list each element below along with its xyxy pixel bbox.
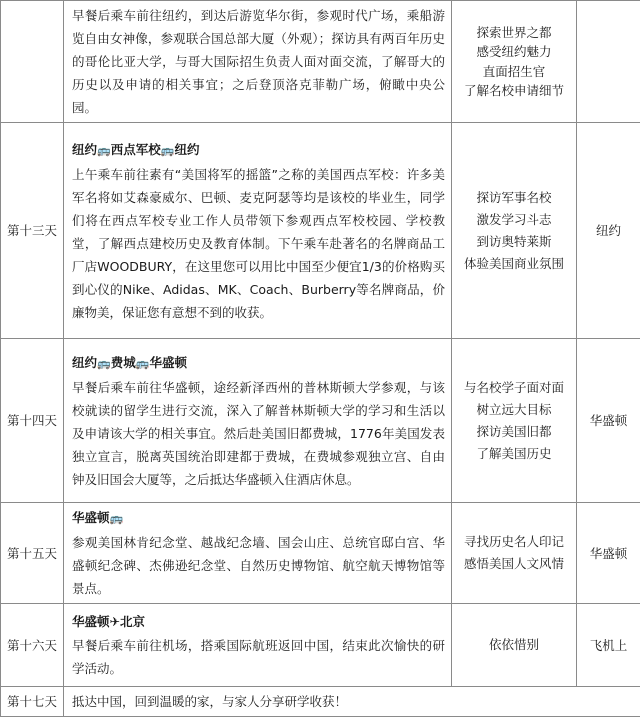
- bus-icon: 🚌: [97, 144, 111, 157]
- day-cell: 第十五天: [1, 503, 64, 604]
- route-stop: 华盛顿: [72, 614, 110, 629]
- table-row: [1, 339, 640, 503]
- day-cell: 第十六天: [1, 604, 64, 687]
- route-stop: 西点军校: [111, 142, 161, 157]
- plane-icon: ✈: [110, 614, 120, 629]
- highlight-line: 寻找历史名人印记: [456, 531, 572, 553]
- highlight-line: 树立远大目标: [456, 399, 572, 421]
- route-stop: 纽约: [72, 142, 97, 157]
- highlight-cell: [452, 604, 577, 687]
- detail-cell: [64, 339, 452, 503]
- route-stop: 费城: [111, 355, 136, 370]
- highlight-line: 体验美国商业氛围: [456, 253, 572, 275]
- table-row: [1, 123, 640, 339]
- day-cell: [1, 1, 64, 123]
- route-stop: 北京: [120, 614, 145, 629]
- detail-cell: [64, 1, 452, 123]
- bus-icon: 🚌: [97, 357, 111, 370]
- detail-text: 参观美国林肯纪念堂、越战纪念墙、国会山庄、总统官邸白宫、华盛顿纪念碑、杰佛逊纪念堂、自然历史博物馆、航空航天博物馆等景点。: [72, 531, 445, 600]
- route-title: [72, 138, 445, 163]
- detail-cell: [64, 123, 452, 339]
- highlight-line: 感悟美国人文风情: [456, 553, 572, 575]
- bus-icon: 🚌: [110, 512, 124, 525]
- detail-text: 早餐后乘车前往华盛顿，途经新泽西州的普林斯顿大学参观，与该校就读的留学生进行交流，深入了解普林斯顿大学的学习和生活以及申请该大学的相关事宜。然后赴美国旧都费城，1776年美国发表独立宣言，脱离英国统治即建都于费城，在费城参观独立宫、自由钟及旧国会大厦等，之后抵达华盛顿入住酒店休息。: [72, 376, 445, 491]
- table-row: [1, 503, 640, 604]
- table-row: [1, 687, 640, 717]
- route-stop: 纽约: [72, 355, 97, 370]
- route-stop: 华盛顿: [149, 355, 187, 370]
- stay-cell: 飞机上: [577, 604, 640, 687]
- route-title: [72, 610, 445, 634]
- detail-text: 抵达中国，回到温暖的家，与家人分享研学收获！: [72, 690, 634, 713]
- route-title: [72, 351, 445, 376]
- table-row: [1, 604, 640, 687]
- bus-icon: 🚌: [161, 144, 175, 157]
- highlight-line: 了解美国历史: [456, 443, 572, 465]
- highlight-cell: [452, 123, 577, 339]
- stay-cell: 华盛顿: [577, 339, 640, 503]
- highlight-cell: [452, 339, 577, 503]
- detail-text: 上午乘车前往素有“美国将军的摇篮”之称的美国西点军校：许多美军名将如艾森豪威尔、巴顿、麦克阿瑟等均是该校的毕业生，同学们将在西点军校专业工作人员带领下参观西点军校校园、学校教堂，了解西点建校历史及教育体制。下午乘车赴著名的名牌商品工厂店WOODBURY，在这里您可以用比中国至少便宜1/3的价格购买到心仪的Nike、Adidas、MK、Coach、Burberry等名牌商品，价廉物美，保证您有意想不到的收获。: [72, 163, 445, 324]
- day-cell: 第十七天: [1, 687, 64, 717]
- day-cell: 第十四天: [1, 339, 64, 503]
- route-stop: 华盛顿: [72, 510, 110, 525]
- detail-cell: [64, 687, 640, 717]
- route-stop: 纽约: [174, 142, 199, 157]
- highlight-cell: [452, 1, 577, 123]
- highlight-line: 探访美国旧都: [456, 421, 572, 443]
- detail-cell: [64, 604, 452, 687]
- day-cell: 第十三天: [1, 123, 64, 339]
- highlight-line: 探访军事名校: [456, 187, 572, 209]
- detail-text: 早餐后乘车前往机场，搭乘国际航班返回中国，结束此次愉快的研学活动。: [72, 634, 445, 680]
- highlight-line: 到访奥特莱斯: [456, 231, 572, 253]
- route-title: [72, 506, 445, 531]
- detail-cell: [64, 503, 452, 604]
- highlight-cell: [452, 503, 577, 604]
- stay-cell: 华盛顿: [577, 503, 640, 604]
- highlight-line: 感受纽约魅力: [456, 42, 572, 62]
- highlight-line: 依依惜别: [456, 634, 572, 656]
- highlight-line: 直面招生官: [456, 62, 572, 82]
- detail-text: 早餐后乘车前往纽约，到达后游览华尔街，参观时代广场，乘船游览自由女神像，参观联合国总部大厦（外观）；探访具有两百年历史的哥伦比亚大学，与哥大国际招生负责人面对面交流，了解哥大的历史以及申请的相关事宜；之后登顶洛克菲勒广场，俯瞰中央公园。: [72, 4, 445, 119]
- bus-icon: 🚌: [136, 357, 150, 370]
- highlight-line: 了解名校申请细节: [456, 81, 572, 101]
- table-row: [1, 1, 640, 123]
- stay-cell: [577, 1, 640, 123]
- stay-cell: 纽约: [577, 123, 640, 339]
- highlight-line: 探索世界之都: [456, 23, 572, 43]
- highlight-line: 与名校学子面对面: [456, 377, 572, 399]
- highlight-line: 激发学习斗志: [456, 209, 572, 231]
